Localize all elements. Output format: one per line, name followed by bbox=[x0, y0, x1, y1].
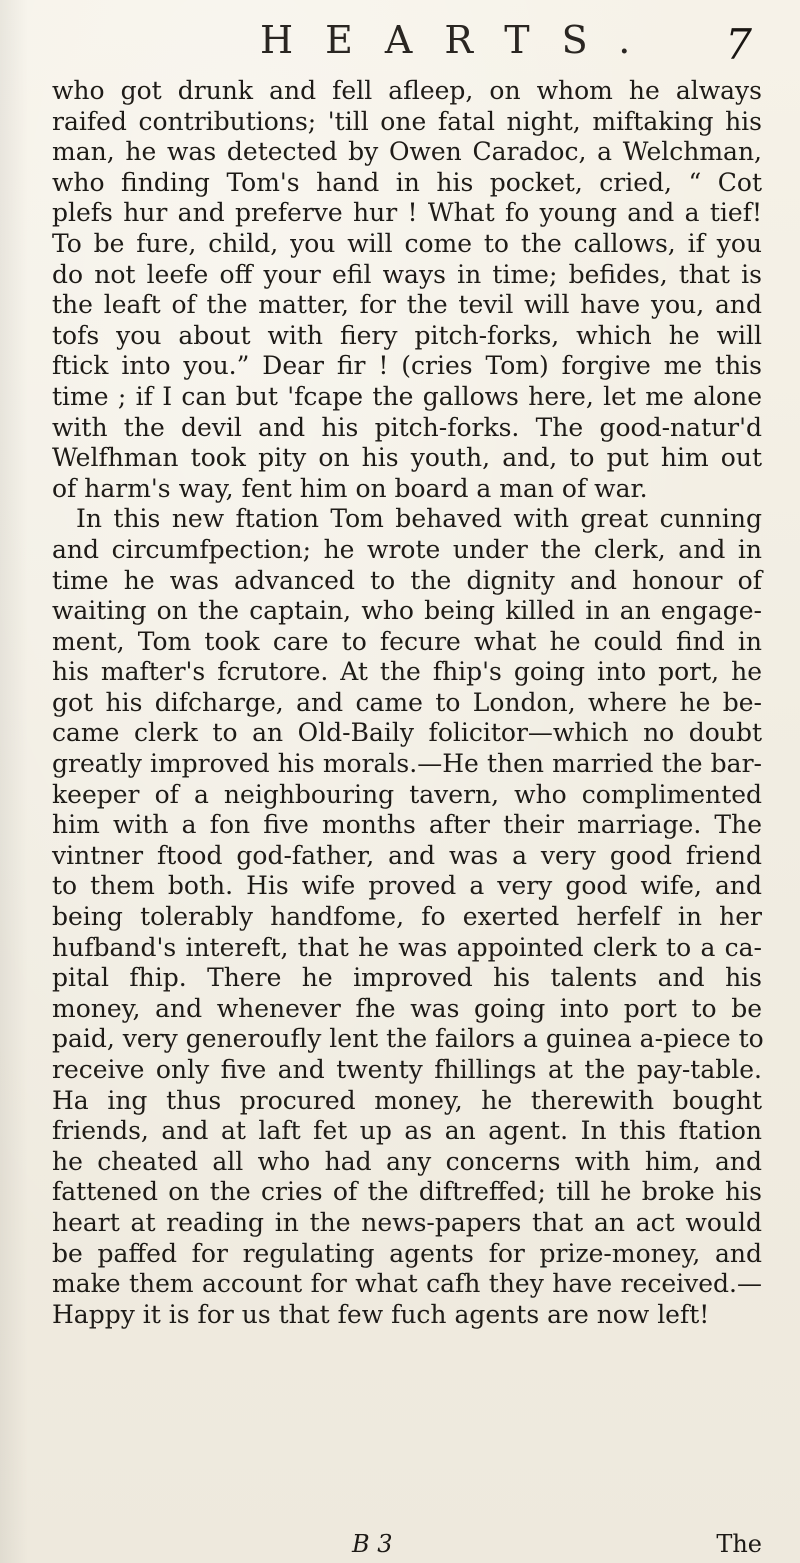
text-line: tofs you about with fiery pitch-forks, which he will bbox=[52, 320, 762, 350]
text-line: being tolerably handfome, fo exerted herfelf in her bbox=[52, 902, 762, 932]
text-line: waiting on the captain, who being killed in an engage- bbox=[52, 596, 762, 626]
text-line: vintner ftood god-father, and was a very good friend bbox=[52, 840, 762, 870]
text-line: came clerk to an Old-Baily folicitor—which no doubt bbox=[52, 718, 762, 748]
text-line: receive only five and twenty fhillings at the pay-table. bbox=[52, 1055, 762, 1084]
page-footer bbox=[52, 1530, 762, 1560]
running-title: HEARTS. bbox=[260, 18, 663, 62]
text-line: raifed contributions; 'till one fatal night, miftaking his bbox=[52, 106, 762, 136]
text-line: friends, and at laft fet up as an agent. In this ftation bbox=[52, 1116, 762, 1146]
catchword: The bbox=[716, 1530, 762, 1558]
text-line: In this new ftation Tom behaved with great cunning bbox=[76, 504, 762, 534]
text-line: Ha ing thus procured money, he therewith bought bbox=[52, 1085, 762, 1115]
text-line: money, and whenever fhe was going into port to be bbox=[52, 993, 762, 1023]
text-line: man, he was detected by Owen Caradoc, a Welchman, bbox=[52, 137, 762, 167]
text-line: make them account for what cafh they have received.— bbox=[52, 1269, 762, 1299]
text-line: Happy it is for us that few fuch agents are now left! bbox=[52, 1299, 710, 1329]
text-line: got his difcharge, and came to London, where he be- bbox=[52, 687, 762, 717]
gutter-shadow bbox=[0, 0, 28, 1563]
body-text bbox=[52, 76, 762, 1330]
text-line: paid, very generoufly lent the failors a guinea a-piece to bbox=[52, 1024, 764, 1054]
text-line: pital fhip. There he improved his talents and his bbox=[52, 963, 762, 993]
text-line: do not leefe off your efil ways in time; befides, that is bbox=[52, 259, 762, 289]
text-line: fattened on the cries of the diftreffed; till he broke his bbox=[52, 1177, 762, 1207]
text-line: be paffed for regulating agents for prize-money, and bbox=[52, 1238, 762, 1268]
text-line: and circumfpection; he wrote under the clerk, and in bbox=[52, 534, 762, 564]
text-line: the leaft of the matter, for the tevil will have you, and bbox=[52, 290, 762, 320]
text-line: keeper of a neighbouring tavern, who complimented bbox=[52, 779, 762, 809]
text-line: him with a fon five months after their marriage. The bbox=[52, 810, 762, 840]
text-line: greatly improved his morals.—He then married the bar- bbox=[52, 749, 762, 779]
text-line: he cheated all who had any concerns with him, and bbox=[52, 1146, 762, 1176]
text-line: To be fure, child, you will come to the callows, if you bbox=[52, 228, 762, 258]
running-head bbox=[0, 18, 800, 78]
text-line: ment, Tom took care to fecure what he could find in bbox=[52, 626, 762, 656]
text-line: hufband's intereft, that he was appointed clerk to a ca- bbox=[52, 932, 762, 962]
text-line: who got drunk and fell afleep, on whom he always bbox=[52, 76, 762, 105]
text-line: who finding Tom's hand in his pocket, cried, “ Cot bbox=[52, 167, 762, 197]
text-line: plefs hur and preferve hur ! What fo young and a tief! bbox=[52, 198, 762, 228]
text-line: of harm's way, fent him on board a man of war. bbox=[52, 473, 648, 503]
text-line: to them both. His wife proved a very good wife, and bbox=[52, 871, 762, 901]
text-line: time ; if I can but 'fcape the gallows here, let me alone bbox=[52, 381, 762, 411]
signature-mark: B 3 bbox=[352, 1530, 393, 1558]
text-line: Welfhman took pity on his youth, and, to put him out bbox=[52, 443, 762, 473]
text-line: ftick into you.” Dear fir ! (cries Tom) forgive me this bbox=[52, 351, 762, 381]
text-line: time he was advanced to the dignity and honour of bbox=[52, 565, 762, 595]
page-number: 7 bbox=[725, 20, 752, 69]
text-line: heart at reading in the news-papers that an act would bbox=[52, 1207, 762, 1237]
text-line: with the devil and his pitch-forks. The good-natur'd bbox=[52, 412, 762, 442]
text-line: his mafter's fcrutore. At the fhip's going into port, he bbox=[52, 657, 762, 687]
